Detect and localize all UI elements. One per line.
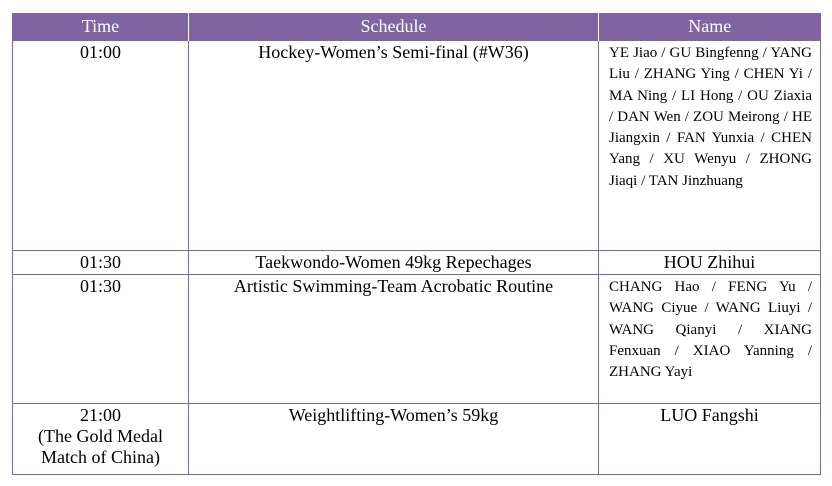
athletes-cell: YE Jiao / GU Bingfenng / YANG Liu / ZHANG Ying / CHEN Yi / MA Ning / LI Hong / OU Ziaxia / DAN Wen / ZOU Meirong / HE Jiangxin / FAN Yunxia / CHEN Yang / XU Wenyu / ZHONG Jiaqi / TAN Jinzhuang	[599, 41, 821, 251]
table-row	[13, 275, 821, 404]
table-row	[13, 404, 821, 475]
event-cell: Weightlifting-Women’s 59kg	[189, 404, 599, 475]
time-cell: 01:30	[13, 275, 189, 404]
time-cell	[13, 404, 189, 475]
event-cell: Hockey-Women’s Semi-final (#W36)	[189, 41, 599, 251]
schedule-column-header: Schedule	[189, 13, 599, 41]
athletes-cell: CHANG Hao / FENG Yu / WANG Ciyue / WANG Liuyi / WANG Qianyi / XIANG Fenxuan / XIAO Yanning / ZHANG Yayi	[599, 275, 821, 404]
event-cell: Artistic Swimming-Team Acrobatic Routine	[189, 275, 599, 404]
table-header-row	[13, 13, 821, 41]
time-column-header: Time	[13, 13, 189, 41]
athletes-cell: HOU Zhihui	[599, 251, 821, 275]
event-cell: Taekwondo-Women 49kg Repechages	[189, 251, 599, 275]
time-note-line-2: Match of China)	[41, 447, 160, 467]
time-cell: 01:30	[13, 251, 189, 275]
time-note-line-1: (The Gold Medal	[38, 426, 163, 446]
time-cell: 01:00	[13, 41, 189, 251]
athletes-cell: LUO Fangshi	[599, 404, 821, 475]
table-row	[13, 251, 821, 275]
table-row	[13, 41, 821, 251]
schedule-table	[12, 13, 821, 475]
time-value: 21:00	[79, 405, 121, 425]
name-column-header: Name	[599, 13, 821, 41]
